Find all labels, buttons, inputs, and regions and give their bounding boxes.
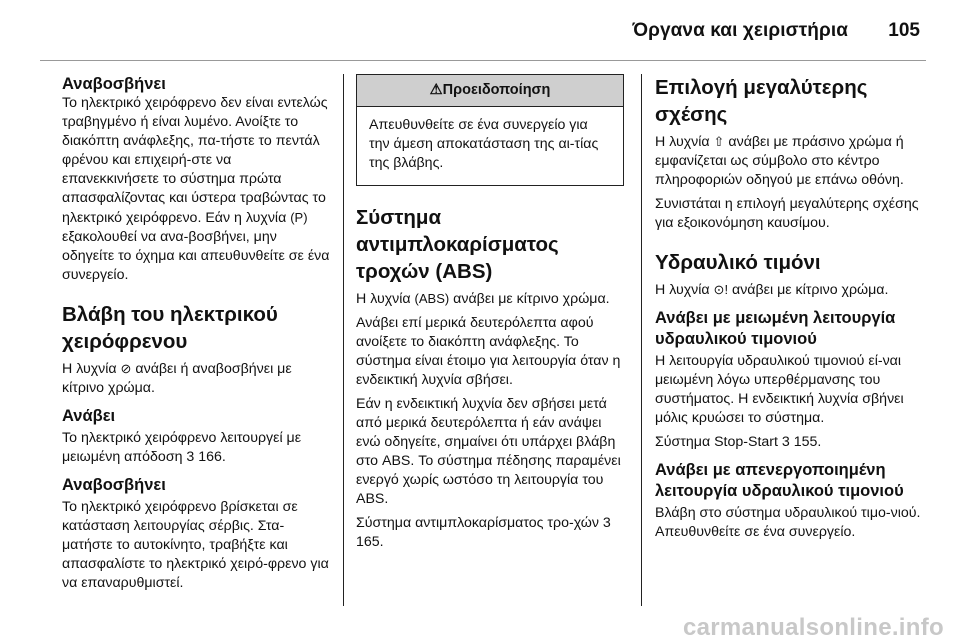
column-middle bbox=[356, 74, 624, 557]
column-divider-1 bbox=[343, 74, 344, 606]
paragraph-abs-ref: Σύστημα αντιμπλοκαρίσματος τρο-χών 3 165. bbox=[356, 515, 611, 550]
heading-power-steering: Υδραυλικό τιμόνι bbox=[655, 251, 821, 274]
page-reference-arrow-icon: 3 bbox=[602, 515, 611, 531]
footer bbox=[0, 614, 960, 642]
paragraph-flashing: Το ηλεκτρικό χειρόφρενο δεν είναι εντελώς τραβηγμένο ή είναι λυμένο. Ανοίξτε το διακόπτη ανάφλεξης, πα-τήστε το πεντάλ φρένου και επιχειρή-στε να επανεκκινήσετε το σύστημα πρώτα απασφαλίζοντας και ύστερα τραβώντας το ηλεκτρικό χειρόφρενο. Εάν η λυχνία (P) εξακολουθεί να ανα-βοσβήνει, μην οδηγείτε το όχημα και απευθυνθείτε σε ένα συνεργείο. bbox=[62, 95, 330, 283]
paragraph-upshift-lamp: Η λυχνία ⇧ ανάβει με πράσινο χρώμα ή εμφανίζεται ως σύμβολο στο κέντρο πληροφοριών οδηγού με επάνω οθόνη. bbox=[655, 134, 904, 188]
parking-brake-icon: (P) bbox=[290, 210, 308, 225]
heading-lit: Ανάβει bbox=[62, 407, 116, 425]
upshift-icon: ⇧ bbox=[713, 134, 725, 149]
paragraph-abs-lamp: Η λυχνία (ABS) ανάβει με κίτρινο χρώμα. bbox=[356, 291, 610, 307]
column-left bbox=[62, 74, 330, 598]
paragraph-reduced-steering: Η λειτουργία υδραυλικού τιμονιού εί-ναι μειωμένη λόγω υπερθέρμανσης του συστήματος. Η ενδεικτική λυχνία σβήνει μόλις κρυώσει το σύστημα. bbox=[655, 353, 904, 426]
warning-text: Απευθυνθείτε σε ένα συνεργείο για την άμεση αποκατάσταση της αι-τίας της βλάβης. bbox=[369, 117, 599, 171]
paragraph-abs-fault: Εάν η ενδεικτική λυχνία δεν σβήσει μετά από μερικά δευτερόλεπτα ή εάν ανάψει ενώ οδηγείτε, σημαίνει ότι υπάρχει βλάβη στο ABS. Το σύστημα πέδησης παραμένει ενεργό χωρίς ωστόσο τη λειτουργία του ABS. bbox=[356, 396, 621, 507]
paragraph-abs-start: Ανάβει επί μερικά δευτερόλεπτα αφού ανοίξετε το διακόπτη ανάφλεξης. Το σύστημα είναι έτοιμο για λειτουργία όταν η ενδεικτική λυχνία σβήσει. bbox=[356, 315, 621, 388]
warning-box bbox=[356, 74, 624, 186]
watermark: carmanualsonline.info bbox=[682, 614, 944, 641]
heading-brake-fault: Βλάβη του ηλεκτρικού χειρόφρενου bbox=[62, 303, 278, 353]
warning-header: ⚠Προειδοποίηση bbox=[357, 75, 623, 107]
heading-upshift: Επιλογή μεγαλύτερης σχέσης bbox=[655, 76, 868, 126]
heading-flashing-2: Αναβοσβήνει bbox=[62, 476, 166, 494]
page-header bbox=[0, 0, 960, 40]
page-reference-arrow-icon: 3 bbox=[781, 434, 790, 450]
heading-reduced-steering: Ανάβει με μειωμένη λειτουργία υδραυλικού τιμονιού bbox=[655, 309, 896, 348]
warning-triangle-icon: ⚠ bbox=[429, 82, 443, 98]
page-number: 105 bbox=[888, 20, 920, 41]
paragraph-lit: Το ηλεκτρικό χειρόφρενο λειτουργεί με μειωμένη απόδοση 3 166. bbox=[62, 430, 302, 465]
paragraph-stop-start-ref: Σύστημα Stop-Start 3 155. bbox=[655, 434, 822, 450]
paragraph-upshift-advice: Συνιστάται η επιλογή μεγαλύτερης σχέσης για εξοικονόμηση καυσίμου. bbox=[655, 196, 919, 231]
header-divider bbox=[40, 60, 926, 61]
brake-fault-icon: ⊘ bbox=[120, 361, 132, 376]
running-title: Όργανα και χειριστήρια bbox=[632, 20, 848, 41]
page-reference-arrow-icon: 3 bbox=[186, 449, 195, 465]
steering-wheel-warning-icon: ⊙! bbox=[713, 282, 729, 297]
paragraph-steering-lamp: Η λυχνία ⊙! ανάβει με κίτρινο χρώμα. bbox=[655, 282, 889, 298]
heading-flashing: Αναβοσβήνει bbox=[62, 75, 166, 93]
paragraph-disabled-steering: Βλάβη στο σύστημα υδραυλικού τιμο-νιού. Απευθυνθείτε σε ένα συνεργείο. bbox=[655, 505, 921, 540]
abs-icon: (ABS) bbox=[414, 291, 450, 306]
column-right bbox=[655, 74, 931, 547]
paragraph-flashing-2: Το ηλεκτρικό χειρόφρενο βρίσκεται σε κατάσταση λειτουργίας σέρβις. Στα-ματήστε το αυτοκίνητο, τραβήξτε και απασφαλίστε το ηλεκτρικό χειρό-φρενο για να επαναρυθμιστεί. bbox=[62, 499, 329, 591]
heading-abs: Σύστημα αντιμπλοκαρίσματος τροχών (ABS) bbox=[356, 206, 559, 283]
paragraph-brake-fault: Η λυχνία ⊘ ανάβει ή αναβοσβήνει με κίτρινο χρώμα. bbox=[62, 361, 292, 396]
heading-disabled-steering: Ανάβει με απενεργοποιημένη λειτουργία υδραυλικού τιμονιού bbox=[655, 461, 904, 500]
column-divider-2 bbox=[641, 74, 642, 606]
